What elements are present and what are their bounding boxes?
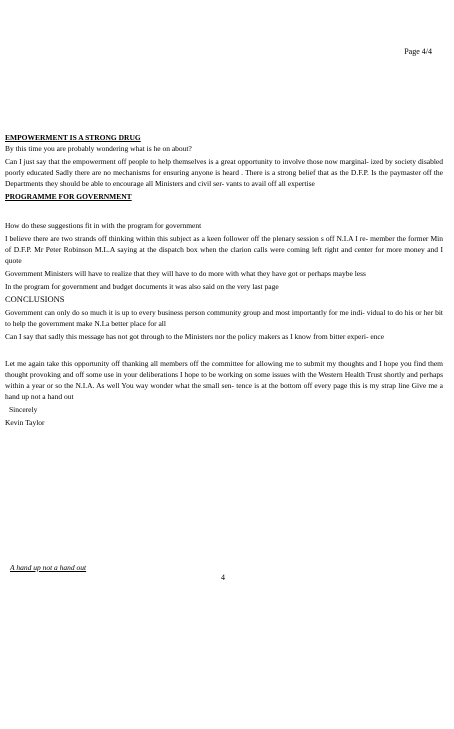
paragraph-2: Can I just say that the empowerment off people to help themselves is a great opportunity to involve those now marginal- ized by society disabled poorly educated Sadly there are no mechanisms for ensuring anyone is heard . There is a strong belief that as the D.F.P. Is the paymaster off the Departments they should be able to encourage all Ministers and civil ser- vants to avail off all expertise (5, 157, 443, 188)
spacer (5, 344, 443, 358)
paragraph-7: Government can only do so much it is up to every business person community group and most importantly for me indi- vidual to do his or her bit to help the government make N.I.a better place for all (5, 308, 443, 328)
paragraph-1: By this time you are probably wondering what is he on about? (5, 144, 192, 153)
paragraph-9: Let me again take this opportunity off thanking all members off the committee for allowing me to submit my thoughts and I hope you find them thought provoking and off some use in your deliberations I hope to be working on some issues with the Western Health Trust shortly and perhaps within a year or so the N.I.A. As well You way wonder what the small sen- tence is at the bottom off every page this is my strap line Give me a hand up not a hand out (5, 359, 443, 401)
conclusions-heading: CONCLUSIONS (5, 294, 65, 304)
paragraph-3: How do these suggestions fit in with the program for government (5, 221, 202, 230)
footer-page-number: 4 (221, 573, 225, 582)
sign-off: Sincerely (9, 405, 38, 414)
paragraph-4: I believe there are two strands off thinking within this subject as a keen follower off the plenary session s off N.I.A I re- member the former Min of D.F.P. Mr Peter Robinson M.L.A saying at the dispatch box when the clarion calls were coming left right and center for more money and I quote (5, 234, 443, 265)
empowerment-heading: EMPOWERMENT IS A STRONG DRUG (5, 133, 141, 142)
page-label: Page 4/4 (404, 47, 432, 56)
footer-strap-line: A hand up not a hand out (10, 563, 87, 572)
paragraph-6: In the program for government and budget documents it was also said on the very last page (5, 282, 279, 291)
paragraph-5: Government Ministers will have to realize that they will have to do more with what they have got or perhaps maybe less (5, 269, 366, 278)
signature: Kevin Taylor (5, 418, 45, 427)
letter-body (5, 132, 443, 430)
spacer (5, 202, 443, 220)
programme-heading: PROGRAMME FOR GOVERNMENT (5, 192, 132, 201)
paragraph-8: Can I say that sadly this message has not got through to the Ministers nor the policy makers as I know from bitter experi- ence (5, 332, 385, 341)
